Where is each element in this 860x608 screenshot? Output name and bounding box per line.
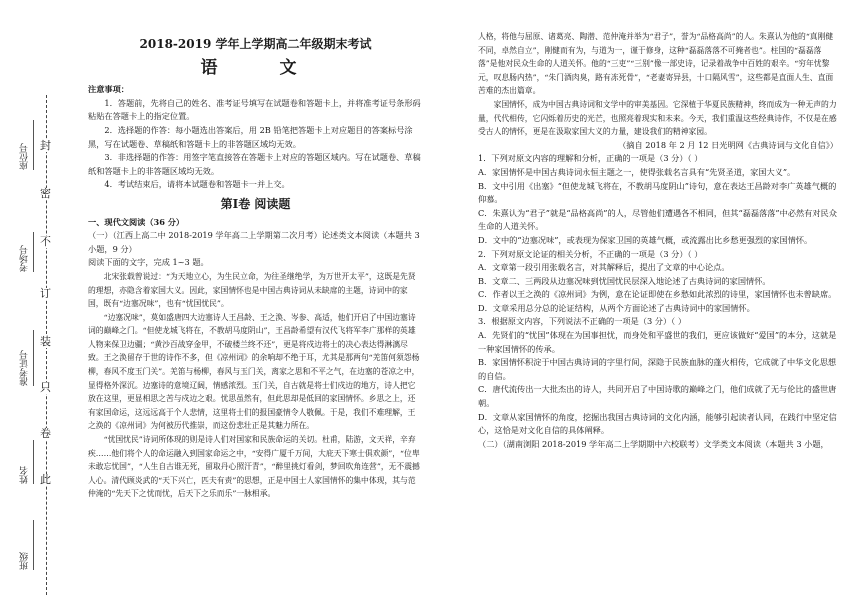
part-subheading: （一）（江西上高二中 2018-2019 学年高二上学期第二次月考）论述类文本阅读（本题共 3 小题，9 分） — [88, 230, 420, 254]
binding-margin — [6, 0, 76, 608]
admission-number-field: 准考证号 — [20, 330, 34, 386]
subject-title: 语 文 — [200, 57, 325, 78]
question-option: D．文中的“边塞况味”，或表现为保家卫国的英雄气概，或流露出比乡愁更强烈的家国情怀。 — [478, 234, 813, 245]
seal-char: 只 — [40, 381, 51, 394]
exam-title: 2018-2019 学年上学期高二年级期末考试 — [139, 37, 372, 51]
passage-paragraph: 北宋张载曾说过：“为天地立心，为生民立命，为往圣继绝学，为万世开太平”，这既是先贤的理想，亦隐含着家国大义。因此，家国情怀也是中国古典诗词从未缺席的主题，诗词中的家国，既有“边塞况味”，也有“忧国忧民”。 — [88, 271, 416, 309]
seat-number-field: 座位号 — [20, 120, 34, 170]
seal-char: 订 — [40, 287, 51, 300]
part-subheading: （二）（湖南浏阳 2018-2019 学年高二上学期期中六校联考）文学类文本阅读（本题共 3 小题， — [478, 438, 829, 449]
note-item: 4．考试结束后，请将本试题卷和答题卡一并上交。 — [104, 179, 290, 190]
passage-source: （摘自 2018 年 2 月 12 日光明网《古典诗词与文化自信》） — [618, 139, 838, 150]
question-stem: 3．根据原文内容，下列说法不正确的一项是（3 分）（ ） — [478, 316, 687, 327]
question-option: D．文章采用总分总的论证结构，从两个方面论述了古典诗词中的家国情怀。 — [478, 302, 755, 313]
reading-instruction: 阅读下面的文字，完成 1~3 题。 — [88, 257, 209, 268]
question-option: C．作者以王之涣的《凉州词》为例，意在论证即使在乡愁如此浓烈的诗里，家国情怀也未曾缺席。 — [478, 289, 837, 300]
seal-char: 此 — [40, 473, 51, 486]
name-field: 姓名 — [20, 440, 34, 484]
question-option: A．文章第一段引用张载名言，对其解释后，提出了文章的中心论点。 — [478, 262, 730, 273]
seal-char: 装 — [40, 335, 51, 348]
question-option: B．文中引用《出塞》“但使龙城飞将在，不教胡马度阴山”诗句，意在表达王昌龄对李广英雄气概的仰慕。 — [478, 180, 837, 205]
part-heading: 一、现代文阅读（36 分） — [88, 216, 185, 227]
question-option: D．文章从家国情怀的角度，挖掘出我国古典诗词的文化内涵，能够引起读者认同，在践行中坚定信心，这恰是对文化自信的具体阐释。 — [478, 411, 837, 436]
note-item: 3．非选择题的作答：用签字笔直接答在答题卡上对应的答题区域内。写在试题卷、草稿纸和答题卡上的非答题区域均无效。 — [88, 152, 421, 176]
notes-heading: 注意事项： — [88, 84, 129, 95]
exam-room-field: 考场号 — [20, 232, 34, 272]
right-column — [478, 30, 838, 451]
note-item: 2．选择题的作答：每小题选出答案后，用 2B 铅笔把答题卡上对应题目的答案标号涂黑，写在试题卷、草稿纸和答题卡上的非答题区域均无效。 — [88, 124, 413, 149]
question-option: A．家国情怀是中国古典诗词永恒主题之一，使得张载名言具有“先贤圣道，家国大义”。 — [478, 166, 796, 177]
seal-char: 不 — [40, 235, 51, 248]
question-option: C．唐代流传出一大批杰出的诗人，共同开启了中国诗歌的巅峰之门，他们成就了无与伦比的盛世唐朝。 — [478, 384, 837, 409]
question-stem: 2．下列对原文论证的相关分析，不正确的一项是（3 分）（ ） — [478, 248, 703, 259]
section-title: 第Ⅰ卷 阅读题 — [220, 196, 291, 211]
class-field: 班级 — [20, 520, 34, 570]
seal-char: 密 — [40, 187, 51, 200]
passage-paragraph: 家国情怀，成为中国古典诗词和文学中的审美基因。它深植于华夏民族精神，终而成为一种无声的力量，代代相传，它闪烁着历史的光芒，也照亮着现实和未来。今天，我们重温这些经典诗作，不仅是在感受古人的情怀，更是在汲取家国大义的力量，建设我们的精神家园。 — [478, 99, 837, 137]
note-item: 1．答题前，先将自己的姓名、准考证号填写在试题卷和答题卡上，并将准考证号条形码粘贴在答题卡上的指定位置。 — [88, 97, 421, 122]
passage-paragraph: “边塞况味”，莫如盛唐四大边塞诗人王昌龄、王之涣、岑参、高适，他们开启了中国边塞诗词的巅峰之门。“但使龙城飞将在，不教胡马度阴山”，王昌龄希望有汉代飞将军李广那样的英雄人物来保卫边疆；“黄沙百战穿金甲，不破楼兰终不还”，更是将戍边将士的决心表达得淋漓尽致。王之涣留存于世的诗作不多，但《凉州词》的余响却不绝于耳，尤其是那两句“羌笛何须怨杨柳，春风不度玉门关”。羌笛与杨柳，春风与玉门关，离家之思和不平之气，在边塞的苍凉之中，显得格外深沉。边塞诗的意境辽阔，情感浓烈。玉门关，自古就是将士们戍边的地方，诗人把它放在这里，更显相思之苦与戍边之艰。忧思虽然有，但此思却是低回的家国情怀。乡思之上，还有家国命运，这远远高于个人悲情，这里将士们的报国豪情令人敬佩。于是，我们不难理解，王之涣的《凉州词》为何被历代推崇，而这份悲壮正是其魅力所在。 — [88, 312, 420, 431]
left-column — [88, 30, 423, 501]
seal-char: 封 — [40, 139, 51, 152]
passage-paragraph: “忧国忧民”诗词所体现的则是诗人们对国家和民族命运的关切。杜甫，陆游，文天祥，辛弃疾……他们将个人的命运融入到国家命运之中，“安得广厦千万间，大庇天下寒士俱欢颜”，“位卑未敢忘忧国”，“人生自古谁无死，留取丹心照汗青”，“醉里挑灯看剑，梦回吹角连营”，无不震撼人心。清代顾炎武的“天下兴亡，匹夫有责”的思想，正是中国士人家国情怀的集中体现，其与范仲淹的“先天下之忧而忧，后天下之乐而乐”一脉相承。 — [88, 435, 420, 499]
question-stem: 1．下列对原文内容的理解和分析，正确的一项是（3 分）（ ） — [478, 153, 703, 164]
passage-paragraph: 人格，将他与屈原、诸葛亮、陶潜、范仲淹并举为“君子”，誉为“品格高尚”的人。朱熹认为他的“真刚健不同，卓然自立”，刚健而有为，与道为一，谨于修身，这种“磊磊落落不可掩者也”。柱国的“磊磊落落”是他对民众生命的人道关怀。他的“三吏”“三别”像一部史诗，记录着战争中百姓的艰辛。“穷年忧黎元，叹息肠内热”，“朱门酒肉臭，路有冻死骨”，“老妻寄异县，十口隔风雪”，这些都是直面人生、直面苦难的杰出篇章。 — [478, 32, 834, 96]
question-option: B．文章二、三两段从边塞况味到忧国忧民层深入地论述了古典诗词的家国情怀。 — [478, 275, 771, 286]
question-option: A．先贤们的“忧国”体现在为国事担忧，而身处和平盛世的我们，更应该做好“爱国”的本分，这就是一种家国情怀的传承。 — [478, 330, 837, 354]
question-option: B．家国情怀积淀于中国古典诗词的字里行间，深隐于民族血脉的蓬火相传，它成就了中华文化思想的自信。 — [478, 357, 837, 381]
seal-char: 卷 — [40, 427, 51, 440]
question-option: C．朱熹认为“君子”就是“品格高尚”的人，尽管他们遭遇各不相同，但其“磊磊落落”中必然有对民众生命的人道关怀。 — [478, 207, 837, 232]
